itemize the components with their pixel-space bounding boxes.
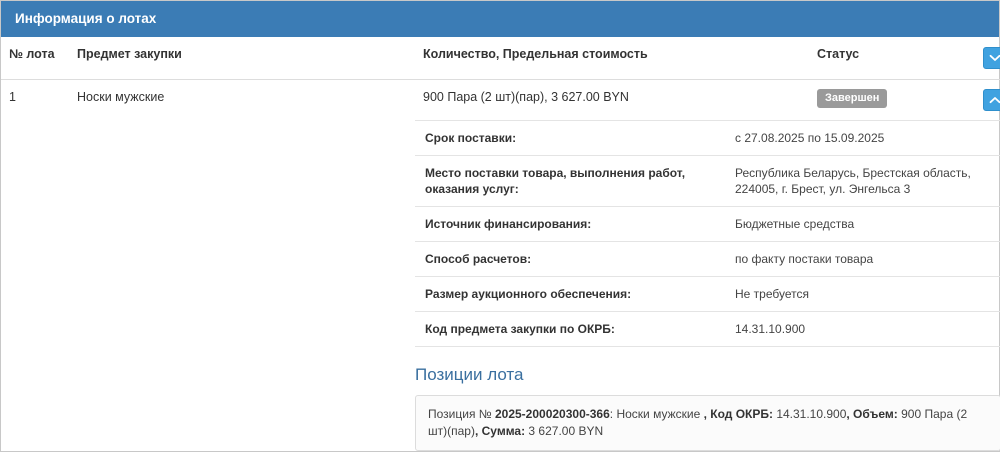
column-header-status: Статус bbox=[809, 37, 975, 80]
column-header-lot-number: № лота bbox=[1, 37, 69, 80]
position-prefix: Позиция № bbox=[428, 407, 495, 421]
status-badge: Завершен bbox=[817, 89, 887, 108]
lot-details-table bbox=[415, 120, 1000, 347]
detail-value: 14.31.10.900 bbox=[725, 312, 1000, 347]
detail-value: по факту постаки товара bbox=[725, 242, 1000, 277]
lots-table bbox=[1, 37, 1000, 451]
position-number: 2025-200020300-366 bbox=[494, 407, 610, 421]
chevron-down-icon bbox=[989, 53, 1000, 63]
detail-label: Источник финансирования: bbox=[415, 207, 725, 242]
detail-label: Размер аукционного обеспечения: bbox=[415, 277, 725, 312]
detail-row-funding-source bbox=[415, 207, 1000, 242]
detail-label: Способ расчетов: bbox=[415, 242, 725, 277]
chevron-up-icon bbox=[989, 95, 1000, 105]
panel-title: Информация о лотах bbox=[1, 1, 999, 37]
detail-value: Бюджетные средства bbox=[725, 207, 1000, 242]
detail-row-auction-guarantee bbox=[415, 277, 1000, 312]
position-okrb-value: 14.31.10.900 bbox=[776, 407, 847, 421]
list-item bbox=[415, 395, 1000, 451]
column-header-actions bbox=[975, 37, 1000, 80]
row-collapse-button[interactable] bbox=[983, 89, 1000, 111]
detail-value: Республика Беларусь, Брестская область, 224005, г. Брест, ул. Энгельса 3 bbox=[725, 156, 1000, 207]
position-sum-value: 3 627.00 BYN bbox=[528, 424, 604, 438]
expand-all-button[interactable] bbox=[983, 47, 1000, 69]
cell-actions bbox=[975, 80, 1000, 121]
detail-row-delivery-term bbox=[415, 121, 1000, 156]
detail-value: Не требуется bbox=[725, 277, 1000, 312]
position-okrb-label: , Код ОКРБ: bbox=[703, 407, 777, 421]
detail-label: Место поставки товара, выполнения работ, оказания услуг: bbox=[415, 156, 725, 207]
lot-details-container bbox=[415, 120, 1000, 451]
positions-title: Позиции лота bbox=[415, 365, 524, 384]
cell-status bbox=[809, 80, 975, 121]
detail-value: с 27.08.2025 по 15.09.2025 bbox=[725, 121, 1000, 156]
position-sum-label: , Сумма: bbox=[474, 424, 529, 438]
cell-subject: Носки мужские bbox=[77, 90, 165, 104]
column-header-quantity: Количество, Предельная стоимость bbox=[415, 37, 809, 80]
cell-lot-number: 1 bbox=[9, 90, 16, 104]
table-row[interactable] bbox=[1, 80, 1000, 121]
position-volume-label: , Объем: bbox=[846, 407, 902, 421]
detail-label: Код предмета закупки по ОКРБ: bbox=[415, 312, 725, 347]
position-volume-value: 900 Пара (2 шт)(пар) bbox=[428, 407, 968, 438]
position-subject: Носки мужские bbox=[616, 407, 704, 421]
detail-row-delivery-place bbox=[415, 156, 1000, 207]
detail-label: Срок поставки: bbox=[415, 121, 725, 156]
detail-row-payment-method bbox=[415, 242, 1000, 277]
cell-quantity: 900 Пара (2 шт)(пар), 3 627.00 BYN bbox=[423, 90, 629, 104]
lot-details-row bbox=[1, 120, 1000, 451]
detail-row-okrb-code bbox=[415, 312, 1000, 347]
column-header-subject: Предмет закупки bbox=[69, 37, 415, 80]
position-separator: : bbox=[609, 407, 617, 421]
lots-table-header-row bbox=[1, 37, 1000, 80]
